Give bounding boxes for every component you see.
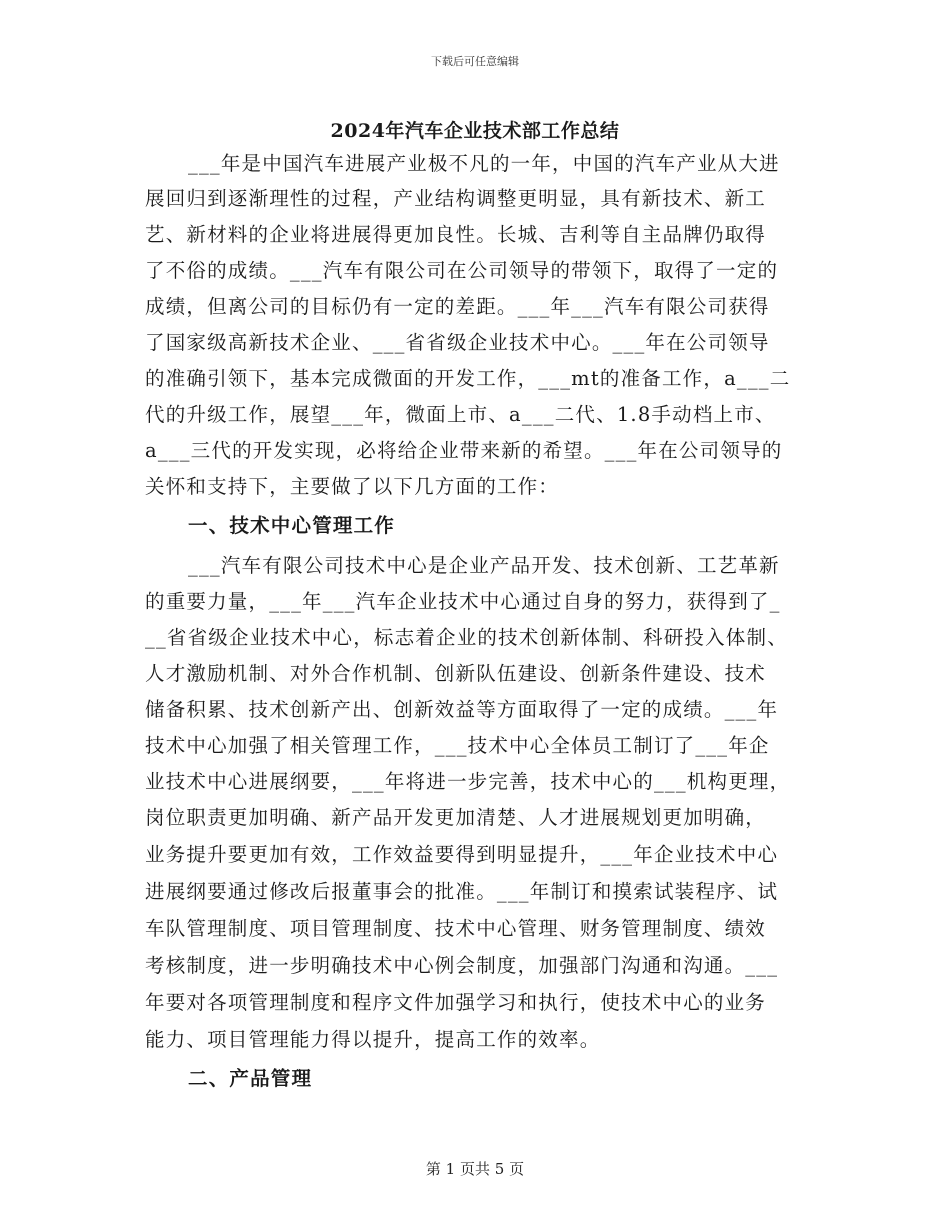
paragraph-line: ___年是中国汽车进展产业极不凡的一年，中国的汽车产业从大进: [188, 152, 780, 175]
paragraph-line: 了国家级高新技术企业、___省省级企业技术中心。___年在公司领导: [145, 331, 770, 354]
paragraph-line: 业技术中心进展纲要，___年将进一步完善，技术中心的___机构更理，: [145, 770, 791, 793]
paragraph-line: 的准确引领下，基本完成微面的开发工作，___mt的准备工作，a___二: [145, 367, 791, 390]
paragraph-line: 关怀和支持下，主要做了以下几方面的工作：: [145, 475, 560, 498]
paragraph-line: 的重要力量，___年___汽车企业技术中心通过自身的努力，获得到了_: [145, 590, 781, 613]
page-footer: 第 1 页共 5 页: [425, 1160, 525, 1178]
paragraph-line: 展回归到逐渐理性的过程，产业结构调整更明显，具有新技术、新工: [145, 187, 767, 210]
paragraph-line: 考核制度，进一步明确技术中心例会制度，加强部门沟通和沟通。___: [145, 954, 779, 977]
paragraph-line: 技术中心加强了相关管理工作，___技术中心全体员工制订了___年企: [145, 734, 770, 757]
paragraph-line: a___三代的开发实现，必将给企业带来新的希望。___年在公司领导的: [145, 439, 783, 462]
paragraph-line: __省省级企业技术中心，标志着企业的技术创新体制、科研投入体制、: [145, 626, 788, 649]
paragraph-line: 成绩，但离公司的目标仍有一定的差距。___年___汽车有限公司获得: [145, 295, 770, 318]
paragraph-line: 代的升级工作，展望___年，微面上市、a___二代、1.8手动档上市、: [145, 403, 776, 426]
paragraph-line: ___汽车有限公司技术中心是企业产品开发、技术创新、工艺革新: [188, 554, 780, 577]
paragraph-line: 人才激励机制、对外合作机制、创新队伍建设、创新条件建设、技术: [145, 662, 767, 685]
paragraph-line: 能力、项目管理能力得以提升，提高工作的效率。: [145, 1028, 601, 1051]
paragraph-line: 进展纲要通过修改后报董事会的批准。___年制订和摸索试装程序、试: [145, 880, 779, 903]
document-title: 2024年汽车企业技术部工作总结: [330, 120, 620, 142]
paragraph-line: 储备积累、技术创新产出、创新效益等方面取得了一定的成绩。___年: [145, 698, 779, 721]
paragraph-line: 业务提升要更加有效，工作效益要得到明显提升，___年企业技术中心: [145, 843, 779, 866]
paragraph-line: 艺、新材料的企业将进展得更加良性。长城、吉利等自主品牌仍取得: [145, 223, 767, 246]
paragraph-line: 年要对各项管理制度和程序文件加强学习和执行，使技术中心的业务: [145, 991, 767, 1014]
section-heading: 一、技术中心管理工作: [188, 514, 396, 537]
section-heading: 二、产品管理: [188, 1067, 313, 1090]
paragraph-line: 了不俗的成绩。___汽车有限公司在公司领导的带领下，取得了一定的: [145, 259, 779, 282]
paragraph-line: 车队管理制度、项目管理制度、技术中心管理、财务管理制度、绩效: [145, 917, 767, 940]
paragraph-line: 岗位职责更加明确、新产品开发更加清楚、人才进展规划更加明确，: [145, 806, 767, 829]
header-note: 下载后可任意编辑: [431, 55, 519, 68]
